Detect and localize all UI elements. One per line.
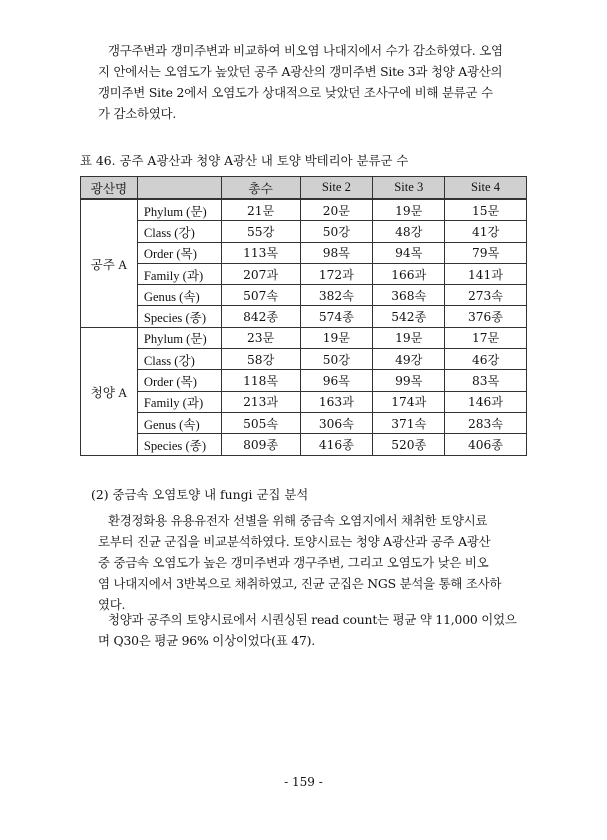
paragraph-line: 중 중금속 오염도가 높은 갱미주변과 갱구주변, 그리고 오염도가 낮은 비오 (98, 555, 489, 570)
count-cell: 79목 (445, 242, 527, 263)
count-cell: 17문 (445, 327, 527, 348)
header-cell (137, 177, 221, 200)
count-cell: 207과 (221, 263, 300, 284)
count-cell: 19문 (300, 327, 373, 348)
count-cell: 19문 (373, 199, 445, 221)
count-cell: 842종 (221, 306, 300, 327)
table-row (81, 349, 527, 370)
count-cell: 46강 (445, 349, 527, 370)
count-cell: 416종 (300, 434, 373, 455)
count-cell: 21문 (221, 199, 300, 221)
paragraph-3 (98, 609, 530, 651)
taxon-rank-cell: Genus (속) (137, 285, 221, 306)
paragraph-line: 청양과 공주의 토양시료에서 시퀀싱된 read count는 평균 약 11,000 이었으 (108, 612, 517, 627)
count-cell: 94목 (373, 242, 445, 263)
intro-paragraph (98, 40, 530, 124)
count-cell: 19문 (373, 327, 445, 348)
intro-line: 갱미주변 Site 2에서 오염도가 상대적으로 낮았던 조사구에 비해 분류군 수 (98, 85, 493, 100)
taxon-rank-cell: Phylum (문) (137, 199, 221, 221)
taxon-rank-cell: Species (종) (137, 306, 221, 327)
taxon-rank-cell: Class (강) (137, 349, 221, 370)
table-row (81, 434, 527, 455)
paragraph-line: 였다. (98, 597, 126, 612)
table-caption: 표 46. 공주 A광산과 청양 A광산 내 토양 박테리아 분류군 수 (80, 153, 409, 168)
table-row (81, 263, 527, 284)
count-cell: 113목 (221, 242, 300, 263)
count-cell: 382속 (300, 285, 373, 306)
paragraph-line: 로부터 진균 군집을 비교분석하였다. 토양시료는 청양 A광산과 공주 A광산 (98, 534, 491, 549)
intro-line: 가 감소하였다. (98, 106, 177, 121)
count-cell: 163과 (300, 391, 373, 412)
count-cell: 542종 (373, 306, 445, 327)
count-cell: 99목 (373, 370, 445, 391)
count-cell: 50강 (300, 349, 373, 370)
count-cell: 273속 (445, 285, 527, 306)
bacteria-taxa-table (80, 176, 527, 456)
header-cell: Site 4 (445, 177, 527, 200)
count-cell: 406종 (445, 434, 527, 455)
header-cell: Site 2 (300, 177, 373, 200)
count-cell: 520종 (373, 434, 445, 455)
table-row (81, 199, 527, 221)
taxon-rank-cell: Order (목) (137, 370, 221, 391)
count-cell: 58강 (221, 349, 300, 370)
table-header-row (81, 177, 527, 200)
header-cell: 총수 (221, 177, 300, 200)
taxon-rank-cell: Class (강) (137, 221, 221, 242)
count-cell: 15문 (445, 199, 527, 221)
table-row (81, 412, 527, 433)
taxon-rank-cell: Species (종) (137, 434, 221, 455)
count-cell: 118목 (221, 370, 300, 391)
taxon-rank-cell: Phylum (문) (137, 327, 221, 348)
table-row (81, 327, 527, 348)
intro-line: 지 안에서는 오염도가 높았던 공주 A광산의 갱미주변 Site 3과 청양 A광산의 (98, 64, 503, 79)
count-cell: 376종 (445, 306, 527, 327)
paragraph-line: 염 나대지에서 3반복으로 채취하였고, 진균 군집은 NGS 분석을 통해 조사하 (98, 576, 502, 591)
count-cell: 574종 (300, 306, 373, 327)
count-cell: 23문 (221, 327, 300, 348)
count-cell: 213과 (221, 391, 300, 412)
count-cell: 172과 (300, 263, 373, 284)
count-cell: 306속 (300, 412, 373, 433)
count-cell: 98목 (300, 242, 373, 263)
mine-name-cell: 공주 A (81, 199, 138, 327)
taxon-rank-cell: Order (목) (137, 242, 221, 263)
table-row (81, 370, 527, 391)
count-cell: 505속 (221, 412, 300, 433)
count-cell: 20문 (300, 199, 373, 221)
mine-name-cell: 청양 A (81, 327, 138, 455)
header-cell: Site 3 (373, 177, 445, 200)
section-heading: (2) 중금속 오염토양 내 fungi 군집 분석 (91, 487, 309, 502)
count-cell: 146과 (445, 391, 527, 412)
table-row (81, 242, 527, 263)
paragraph-line: 며 Q30은 평균 96% 이상이었다(표 47). (98, 633, 316, 648)
taxon-rank-cell: Family (과) (137, 263, 221, 284)
count-cell: 166과 (373, 263, 445, 284)
taxon-rank-cell: Family (과) (137, 391, 221, 412)
count-cell: 55강 (221, 221, 300, 242)
table-row (81, 391, 527, 412)
count-cell: 809종 (221, 434, 300, 455)
count-cell: 50강 (300, 221, 373, 242)
count-cell: 141과 (445, 263, 527, 284)
count-cell: 507속 (221, 285, 300, 306)
paragraph-2 (98, 510, 530, 615)
count-cell: 368속 (373, 285, 445, 306)
table-row (81, 221, 527, 242)
count-cell: 49강 (373, 349, 445, 370)
count-cell: 371속 (373, 412, 445, 433)
count-cell: 96목 (300, 370, 373, 391)
count-cell: 41강 (445, 221, 527, 242)
count-cell: 283속 (445, 412, 527, 433)
count-cell: 48강 (373, 221, 445, 242)
paragraph-line: 환경정화용 유용유전자 선별을 위해 중금속 오염지에서 채취한 토양시료 (108, 513, 488, 528)
intro-line: 갱구주변과 갱미주변과 비교하여 비오염 나대지에서 수가 감소하였다. 오염 (108, 43, 503, 58)
taxon-rank-cell: Genus (속) (137, 412, 221, 433)
header-cell: 광산명 (81, 177, 138, 200)
table-row (81, 285, 527, 306)
count-cell: 174과 (373, 391, 445, 412)
page-number: - 159 - (284, 775, 323, 789)
count-cell: 83목 (445, 370, 527, 391)
table-row (81, 306, 527, 327)
